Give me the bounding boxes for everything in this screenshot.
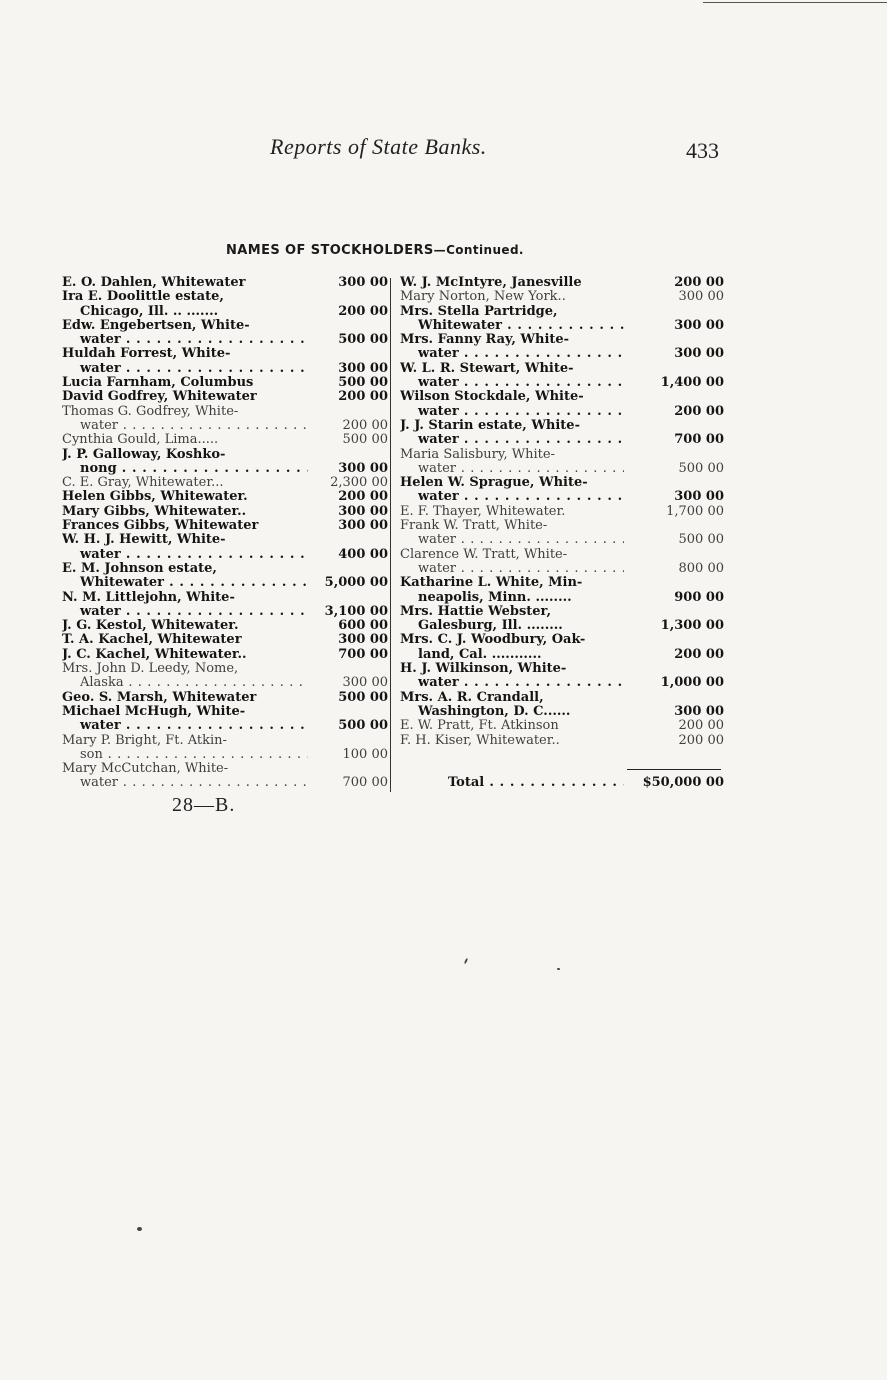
stockholder-amount: 1,300 00 xyxy=(660,618,724,634)
stockholder-amount: 300 00 xyxy=(338,460,388,476)
stockholder-name-line: E. F. Thayer, Whitewater. xyxy=(400,504,566,519)
stockholder-amount: 300 00 xyxy=(338,503,388,519)
stockholder-name-continuation: water . . . xyxy=(62,333,308,347)
stockholder-name-line: Mary P. Bright, Ft. Atkin- xyxy=(62,733,227,748)
stockholder-entry xyxy=(400,333,724,362)
stockholder-amount: 300 00 xyxy=(678,289,724,305)
stockholder-name xyxy=(62,619,308,633)
total-label: Total . . . xyxy=(448,776,624,790)
stockholder-name xyxy=(400,305,624,334)
stockholder-name xyxy=(62,648,308,662)
stockholder-name-continuation: water . . . xyxy=(62,548,308,562)
stockholder-entry xyxy=(400,548,724,577)
stockholder-name-continuation: water . . . xyxy=(400,676,624,690)
stockholder-name-line: Mrs. Hattie Webster, xyxy=(400,604,551,619)
stockholder-amount: 200 00 xyxy=(338,389,388,405)
stockholder-entry xyxy=(62,633,388,647)
stockholder-name xyxy=(62,376,308,390)
stockholder-amount: 200 00 xyxy=(678,718,724,734)
stockholder-entry xyxy=(400,605,724,634)
stockholder-name xyxy=(400,419,624,448)
stockholder-entry xyxy=(400,276,724,290)
stockholder-list-left xyxy=(62,276,388,791)
stockholder-name-line: Edw. Engebertsen, White- xyxy=(62,318,250,333)
stockholder-name-continuation: water . . . xyxy=(400,562,624,576)
stockholder-name-line: Ira E. Doolittle estate, xyxy=(62,290,224,305)
stockholder-name xyxy=(400,362,624,391)
stockholder-amount: 200 00 xyxy=(342,417,388,433)
stockholder-amount: 1,400 00 xyxy=(660,375,724,391)
stockholder-name-line: Mrs. A. R. Crandall, xyxy=(400,690,544,705)
total-amount: $50,000 00 xyxy=(642,775,724,790)
stockholder-name xyxy=(62,347,308,376)
stockholder-name-line: Mary Norton, New York.. xyxy=(400,290,566,305)
stockholder-name-line: Helen Gibbs, Whitewater. xyxy=(62,490,248,505)
stockholder-name xyxy=(400,476,624,505)
stockholder-entry xyxy=(62,390,388,404)
stockholder-name xyxy=(62,734,308,763)
stockholder-name-continuation: water . . . xyxy=(400,490,624,504)
signature-mark: 28—B. xyxy=(172,794,236,816)
stockholder-name xyxy=(62,591,308,620)
stockholder-entry xyxy=(400,519,724,548)
page-number: 433 xyxy=(686,138,719,163)
stockholder-name-line: Huldah Forrest, White- xyxy=(62,347,231,362)
stockholder-name-line: Frank W. Tratt, White- xyxy=(400,519,548,534)
stockholder-name-continuation: water . . . xyxy=(62,776,308,790)
stockholder-amount: 800 00 xyxy=(678,560,724,576)
stockholder-name-line: Cynthia Gould, Lima..... xyxy=(62,433,219,448)
stockholder-name-line: J. G. Kestol, Whitewater. xyxy=(62,619,239,634)
stockholder-amount: 500 00 xyxy=(678,532,724,548)
stockholder-amount: 300 00 xyxy=(674,346,724,362)
stockholder-entry xyxy=(62,734,388,763)
stockholder-entry xyxy=(400,505,724,519)
stockholder-entry xyxy=(62,762,388,791)
stockholder-name-continuation: Whitewater . . . xyxy=(62,576,308,590)
stockholder-name-line: Geo. S. Marsh, Whitewater xyxy=(62,690,257,705)
stockholder-entry xyxy=(62,290,388,319)
stockholder-name-line: Mrs. Fanny Ray, White- xyxy=(400,333,570,348)
stockholder-name-line: Mrs. John D. Leedy, Nome, xyxy=(62,662,239,677)
stockholder-amount: 3,100 00 xyxy=(324,603,388,619)
stockholder-entry xyxy=(62,533,388,562)
stockholder-name xyxy=(400,662,624,691)
stockholder-name-continuation: water . . . xyxy=(62,605,308,619)
stockholder-amount: 500 00 xyxy=(338,718,388,734)
stockholder-name-line: Katharine L. White, Min- xyxy=(400,576,583,591)
stockholder-name xyxy=(400,734,624,748)
stockholder-name-line: E. O. Dahlen, Whitewater xyxy=(62,276,246,290)
stockholder-amount: 500 00 xyxy=(678,460,724,476)
stockholder-name xyxy=(62,562,308,591)
stockholder-entry xyxy=(62,562,388,591)
stockholder-amount: 700 00 xyxy=(342,775,388,791)
stockholder-name xyxy=(400,333,624,362)
total-rule xyxy=(627,769,721,770)
stockholder-entry xyxy=(62,276,388,290)
stockholder-name-line: Thomas G. Godfrey, White- xyxy=(62,404,239,419)
stockholder-entry xyxy=(400,633,724,662)
stockholder-amount: 500 00 xyxy=(338,689,388,705)
stockholder-amount: 500 00 xyxy=(342,432,388,448)
stockholder-amount: 100 00 xyxy=(342,746,388,762)
stockholder-amount: 200 00 xyxy=(338,303,388,319)
stockholder-amount: 600 00 xyxy=(338,618,388,634)
stockholder-amount: 200 00 xyxy=(674,403,724,419)
stockholder-name-line: T. A. Kachel, Whitewater xyxy=(62,633,242,648)
stockholder-entry xyxy=(62,376,388,390)
stockholder-name xyxy=(400,576,624,605)
stockholder-entry xyxy=(62,619,388,633)
stockholder-name-continuation: water . . . xyxy=(62,419,308,433)
stockholder-name xyxy=(62,319,308,348)
stockholder-entry xyxy=(62,662,388,691)
stockholder-name-line: J. C. Kachel, Whitewater.. xyxy=(62,647,247,662)
section-heading xyxy=(226,243,524,258)
stockholder-amount: 300 00 xyxy=(338,275,388,290)
stockholder-amount: 500 00 xyxy=(338,332,388,348)
stockholder-amount: 300 00 xyxy=(342,675,388,691)
ink-speck xyxy=(464,958,468,964)
stockholder-name-continuation: Galesburg, Ill. ........ xyxy=(418,619,563,634)
section-heading-title: NAMES OF STOCKHOLDERS xyxy=(226,243,434,258)
stockholder-entry xyxy=(400,390,724,419)
running-head-title: Reports of State Banks. xyxy=(270,134,487,159)
stockholder-name xyxy=(400,548,624,577)
stockholder-entry xyxy=(62,519,388,533)
stockholder-name xyxy=(62,405,308,434)
stockholder-name xyxy=(400,691,624,720)
stockholder-amount: 200 00 xyxy=(674,275,724,290)
stockholder-entry xyxy=(62,705,388,734)
stockholder-entry xyxy=(62,433,388,447)
stockholder-name-line: W. L. R. Stewart, White- xyxy=(400,361,574,376)
stockholder-amount: 300 00 xyxy=(338,632,388,648)
stockholder-name-line: Clarence W. Tratt, White- xyxy=(400,547,568,562)
stockholder-name-line: F. H. Kiser, Whitewater.. xyxy=(400,733,560,748)
stockholder-name-line: W. H. J. Hewitt, White- xyxy=(62,533,226,548)
stockholder-name-continuation: water . . . xyxy=(62,719,308,733)
stockholder-entry xyxy=(62,505,388,519)
column-divider xyxy=(390,278,391,792)
stockholder-entry xyxy=(62,591,388,620)
stockholder-name-line: E. M. Johnson estate, xyxy=(62,561,217,576)
stockholder-name-continuation: nong . . . xyxy=(62,462,308,476)
stockholder-name xyxy=(62,505,308,519)
stockholder-name xyxy=(62,691,308,705)
stockholder-entry xyxy=(400,691,724,720)
total-row xyxy=(400,776,724,790)
stockholder-entry xyxy=(400,476,724,505)
stockholder-name-continuation: water . . . xyxy=(400,462,624,476)
stockholder-name-continuation: water . . . xyxy=(400,376,624,390)
stockholder-entry xyxy=(400,662,724,691)
stockholder-name-line: Lucia Farnham, Columbus xyxy=(62,376,254,391)
stockholder-name xyxy=(62,762,308,791)
stockholder-name-continuation: water . . . xyxy=(400,347,624,361)
stockholder-entry xyxy=(62,476,388,490)
stockholder-name xyxy=(400,519,624,548)
stockholder-amount: 1,000 00 xyxy=(660,675,724,691)
stockholder-name-line: H. J. Wilkinson, White- xyxy=(400,662,567,677)
stockholder-entry xyxy=(62,319,388,348)
stockholder-name xyxy=(62,290,308,319)
stockholder-amount: 300 00 xyxy=(674,703,724,719)
stockholder-name xyxy=(62,662,308,691)
stockholder-amount: 300 00 xyxy=(674,489,724,505)
stockholder-entry xyxy=(400,305,724,334)
stockholder-name-continuation: neapolis, Minn. ........ xyxy=(418,590,572,605)
stockholder-name-line: J. P. Galloway, Koshko- xyxy=(62,447,226,462)
stockholder-name xyxy=(62,519,308,533)
stockholder-name-line: Mary Gibbs, Whitewater.. xyxy=(62,504,247,519)
section-heading-continued: —Continued. xyxy=(433,243,524,257)
stockholder-name-line: Wilson Stockdale, White- xyxy=(400,390,584,405)
stockholder-name-line: Mary McCutchan, White- xyxy=(62,762,229,777)
stockholder-name-continuation: Washington, D. C...... xyxy=(418,704,571,719)
stockholder-name-continuation: water . . . xyxy=(62,362,308,376)
stockholder-amount: 400 00 xyxy=(338,546,388,562)
stockholder-name-line: E. W. Pratt, Ft. Atkinson xyxy=(400,719,559,734)
stockholder-amount: 5,000 00 xyxy=(324,575,388,591)
stockholder-entry xyxy=(62,405,388,434)
stockholder-entry xyxy=(400,576,724,605)
stockholder-name-continuation: Chicago, Ill. .. ....... xyxy=(80,304,219,319)
stockholder-amount: 200 00 xyxy=(674,646,724,662)
stockholder-name xyxy=(62,705,308,734)
stockholder-entry xyxy=(62,648,388,662)
stockholder-name-line: Helen W. Sprague, White- xyxy=(400,476,588,491)
stockholder-amount: 300 00 xyxy=(674,317,724,333)
stockholder-name-continuation: land, Cal. ........... xyxy=(418,647,542,662)
stockholder-name xyxy=(400,390,624,419)
stockholder-entry xyxy=(400,734,724,748)
stockholder-entry xyxy=(400,362,724,391)
ink-speck xyxy=(557,968,560,970)
stockholder-name-continuation: Whitewater . . . xyxy=(400,319,624,333)
stockholder-list-right xyxy=(400,276,724,748)
stockholder-name xyxy=(400,605,624,634)
stockholder-name xyxy=(62,433,308,447)
stockholder-entry xyxy=(400,448,724,477)
stockholder-entry xyxy=(400,419,724,448)
total-label-cell xyxy=(400,776,624,790)
stockholder-amount: 700 00 xyxy=(674,432,724,448)
stockholder-entry xyxy=(62,490,388,504)
stockholder-name-line: Michael McHugh, White- xyxy=(62,704,246,719)
ink-speck xyxy=(137,1227,142,1231)
stockholder-name-line: Mrs. Stella Partridge, xyxy=(400,304,558,319)
stockholder-name-line: C. E. Gray, Whitewater... xyxy=(62,476,224,491)
stockholder-name-continuation: water . . . xyxy=(400,405,624,419)
stockholder-entry xyxy=(400,290,724,304)
stockholder-entry xyxy=(62,448,388,477)
stockholder-name xyxy=(400,633,624,662)
stockholder-name xyxy=(400,719,624,733)
stockholder-amount: 200 00 xyxy=(678,732,724,748)
stockholder-amount: 300 00 xyxy=(338,360,388,376)
stockholder-amount: 300 00 xyxy=(338,518,388,534)
stockholder-name-line: David Godfrey, Whitewater xyxy=(62,390,257,405)
stockholder-name-line: J. J. Starin estate, White- xyxy=(400,418,580,433)
stockholder-name xyxy=(62,633,308,647)
stockholder-name xyxy=(62,490,308,504)
stockholder-name xyxy=(400,448,624,477)
stockholder-entry xyxy=(400,719,724,733)
stockholder-amount: 2,300 00 xyxy=(330,475,388,491)
stockholder-name-continuation: Alaska . . . xyxy=(62,676,308,690)
stockholder-amount: 900 00 xyxy=(674,589,724,605)
stockholder-name xyxy=(400,276,624,290)
stockholder-amount: 500 00 xyxy=(338,375,388,391)
stockholder-name xyxy=(400,290,624,304)
stockholder-name-line: Frances Gibbs, Whitewater xyxy=(62,519,259,534)
stockholder-name-line: N. M. Littlejohn, White- xyxy=(62,590,235,605)
stockholder-name xyxy=(62,390,308,404)
stockholder-name-continuation: water . . . xyxy=(400,433,624,447)
top-edge-rule xyxy=(703,2,887,3)
stockholder-name xyxy=(400,505,624,519)
stockholder-name-line: W. J. McIntyre, Janesville xyxy=(400,276,582,290)
stockholder-name xyxy=(62,448,308,477)
stockholder-name xyxy=(62,533,308,562)
stockholder-name-continuation: son . . . xyxy=(62,748,308,762)
stockholder-amount: 200 00 xyxy=(338,489,388,505)
stockholder-name-line: Mrs. C. J. Woodbury, Oak- xyxy=(400,633,586,648)
stockholder-name xyxy=(62,276,308,290)
stockholder-amount: 700 00 xyxy=(338,646,388,662)
stockholder-entry xyxy=(62,347,388,376)
stockholder-name-line: Maria Salisbury, White- xyxy=(400,447,555,462)
stockholder-name-continuation: water . . . xyxy=(400,533,624,547)
stockholder-entry xyxy=(62,691,388,705)
stockholder-name xyxy=(62,476,308,490)
stockholder-amount: 1,700 00 xyxy=(666,503,724,519)
